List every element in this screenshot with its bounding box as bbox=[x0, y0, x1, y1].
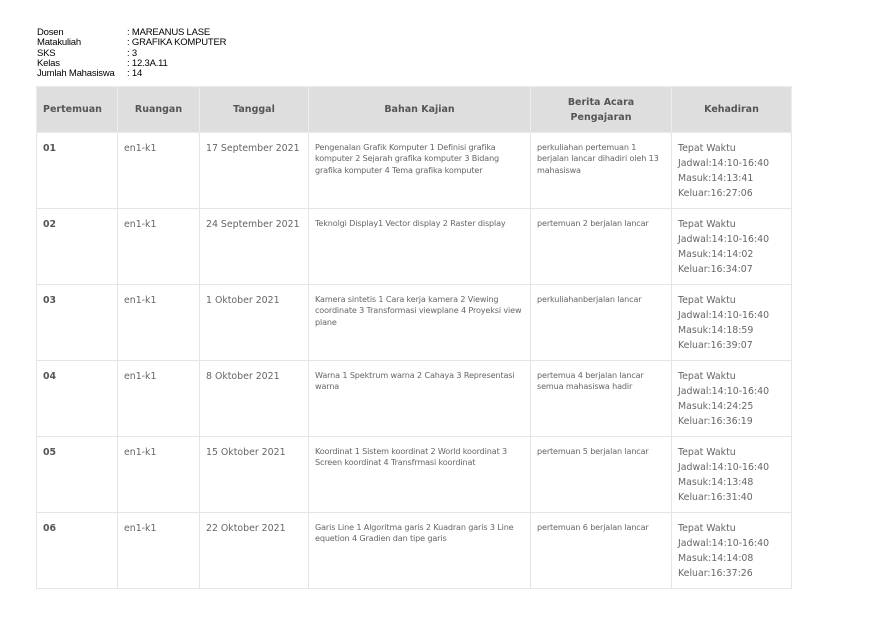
attendance-cell bbox=[672, 361, 792, 437]
attendance-line: Keluar:16:27:06 bbox=[678, 188, 753, 199]
table-row bbox=[37, 513, 792, 589]
table-row bbox=[37, 437, 792, 513]
meeting-number-cell: 01 bbox=[37, 133, 118, 209]
report-cell: pertemua 4 berjalan lancar semua mahasiswa hadir bbox=[531, 361, 672, 437]
date-cell: 15 Oktober 2021 bbox=[200, 437, 309, 513]
topic-cell: Koordinat 1 Sistem koordinat 2 World koordinat 3 Screen koordinat 4 Transfrmasi koordinat bbox=[309, 437, 531, 513]
table-row bbox=[37, 285, 792, 361]
topic-cell: Kamera sintetis 1 Cara kerja kamera 2 Viewing coordinate 3 Transformasi viewplane 4 Proyeksi view plane bbox=[309, 285, 531, 361]
attendance-line: Jadwal:14:10-16:40 bbox=[678, 158, 770, 169]
attendance-line: Keluar:16:36:19 bbox=[678, 416, 753, 427]
topic-cell: Warna 1 Spektrum warna 2 Cahaya 3 Representasi warna bbox=[309, 361, 531, 437]
room-cell: en1-k1 bbox=[118, 513, 200, 589]
attendance-line: Jadwal:14:10-16:40 bbox=[678, 462, 770, 473]
table-row bbox=[37, 209, 792, 285]
attendance-line: Keluar:16:31:40 bbox=[678, 492, 753, 503]
info-label: Kelas bbox=[37, 57, 60, 69]
attendance-line: Jadwal:14:10-16:40 bbox=[678, 310, 770, 321]
attendance-line: Masuk:14:14:02 bbox=[678, 249, 754, 260]
room-cell: en1-k1 bbox=[118, 437, 200, 513]
attendance-line: Tepat Waktu bbox=[678, 219, 736, 230]
info-label: Dosen bbox=[37, 27, 64, 38]
header-room: Ruangan bbox=[118, 87, 200, 133]
report-cell: pertemuan 6 berjalan lancar bbox=[531, 513, 672, 589]
date-cell: 1 Oktober 2021 bbox=[200, 285, 309, 361]
header-attendance: Kehadiran bbox=[672, 87, 792, 133]
info-value: : MAREANUS LASE bbox=[127, 27, 211, 38]
date-cell: 17 September 2021 bbox=[200, 133, 309, 209]
info-value: : GRAFIKA KOMPUTER bbox=[127, 37, 227, 49]
info-value: : 12.3A.11 bbox=[127, 57, 168, 69]
info-label: SKS bbox=[37, 47, 56, 59]
attendance-table bbox=[36, 86, 792, 589]
room-cell: en1-k1 bbox=[118, 209, 200, 285]
header-meeting: Pertemuan bbox=[37, 87, 118, 133]
room-cell: en1-k1 bbox=[118, 361, 200, 437]
info-row-students bbox=[37, 69, 226, 79]
attendance-cell bbox=[672, 285, 792, 361]
attendance-line: Masuk:14:24:25 bbox=[678, 401, 754, 412]
info-label: Matakuliah bbox=[37, 37, 81, 49]
meeting-number-cell: 03 bbox=[37, 285, 118, 361]
attendance-cell bbox=[672, 209, 792, 285]
report-cell: perkuliahanberjalan lancar bbox=[531, 285, 672, 361]
date-cell: 22 Oktober 2021 bbox=[200, 513, 309, 589]
attendance-line: Keluar:16:34:07 bbox=[678, 264, 753, 275]
attendance-cell bbox=[672, 437, 792, 513]
room-cell: en1-k1 bbox=[118, 133, 200, 209]
attendance-line: Jadwal:14:10-16:40 bbox=[678, 386, 770, 397]
report-cell: perkuliahan pertemuan 1 berjalan lancar dihadiri oleh 13 mahasiswa bbox=[531, 133, 672, 209]
attendance-line: Masuk:14:13:48 bbox=[678, 477, 754, 488]
topic-cell: Pengenalan Grafik Komputer 1 Definisi grafika komputer 2 Sejarah grafika komputer 3 Bidang grafika komputer 4 Tema grafika komputer bbox=[309, 133, 531, 209]
header-date: Tanggal bbox=[200, 87, 309, 133]
attendance-cell bbox=[672, 133, 792, 209]
attendance-line: Keluar:16:39:07 bbox=[678, 340, 753, 351]
meeting-number-cell: 06 bbox=[37, 513, 118, 589]
table-row bbox=[37, 361, 792, 437]
topic-cell: Garis Line 1 Algoritma garis 2 Kuadran garis 3 Line equetion 4 Gradien dan tipe garis bbox=[309, 513, 531, 589]
attendance-line: Masuk:14:13:41 bbox=[678, 173, 754, 184]
attendance-line: Keluar:16:37:26 bbox=[678, 568, 753, 579]
date-cell: 8 Oktober 2021 bbox=[200, 361, 309, 437]
header-topic: Bahan Kajian bbox=[309, 87, 531, 133]
info-value: : 3 bbox=[127, 47, 137, 59]
attendance-line: Tepat Waktu bbox=[678, 371, 736, 382]
table-row bbox=[37, 133, 792, 209]
date-cell: 24 September 2021 bbox=[200, 209, 309, 285]
attendance-line: Masuk:14:14:08 bbox=[678, 553, 754, 564]
report-cell: pertemuan 5 berjalan lancar bbox=[531, 437, 672, 513]
table-header-row bbox=[37, 87, 792, 133]
attendance-line: Tepat Waktu bbox=[678, 447, 736, 458]
attendance-line: Tepat Waktu bbox=[678, 295, 736, 306]
header-report: Berita Acara Pengajaran bbox=[531, 87, 672, 133]
room-cell: en1-k1 bbox=[118, 285, 200, 361]
attendance-line: Jadwal:14:10-16:40 bbox=[678, 538, 770, 549]
report-cell: pertemuan 2 berjalan lancar bbox=[531, 209, 672, 285]
attendance-line: Masuk:14:18:59 bbox=[678, 325, 754, 336]
attendance-line: Tepat Waktu bbox=[678, 523, 736, 534]
info-label: Jumlah Mahasiswa bbox=[37, 68, 115, 80]
meeting-number-cell: 04 bbox=[37, 361, 118, 437]
info-value: : 14 bbox=[127, 68, 143, 80]
attendance-cell bbox=[672, 513, 792, 589]
meeting-number-cell: 05 bbox=[37, 437, 118, 513]
attendance-line: Tepat Waktu bbox=[678, 143, 736, 154]
meeting-number-cell: 02 bbox=[37, 209, 118, 285]
topic-cell: Teknolgi Display1 Vector display 2 Raster display bbox=[309, 209, 531, 285]
attendance-line: Jadwal:14:10-16:40 bbox=[678, 234, 770, 245]
course-info bbox=[37, 28, 226, 79]
